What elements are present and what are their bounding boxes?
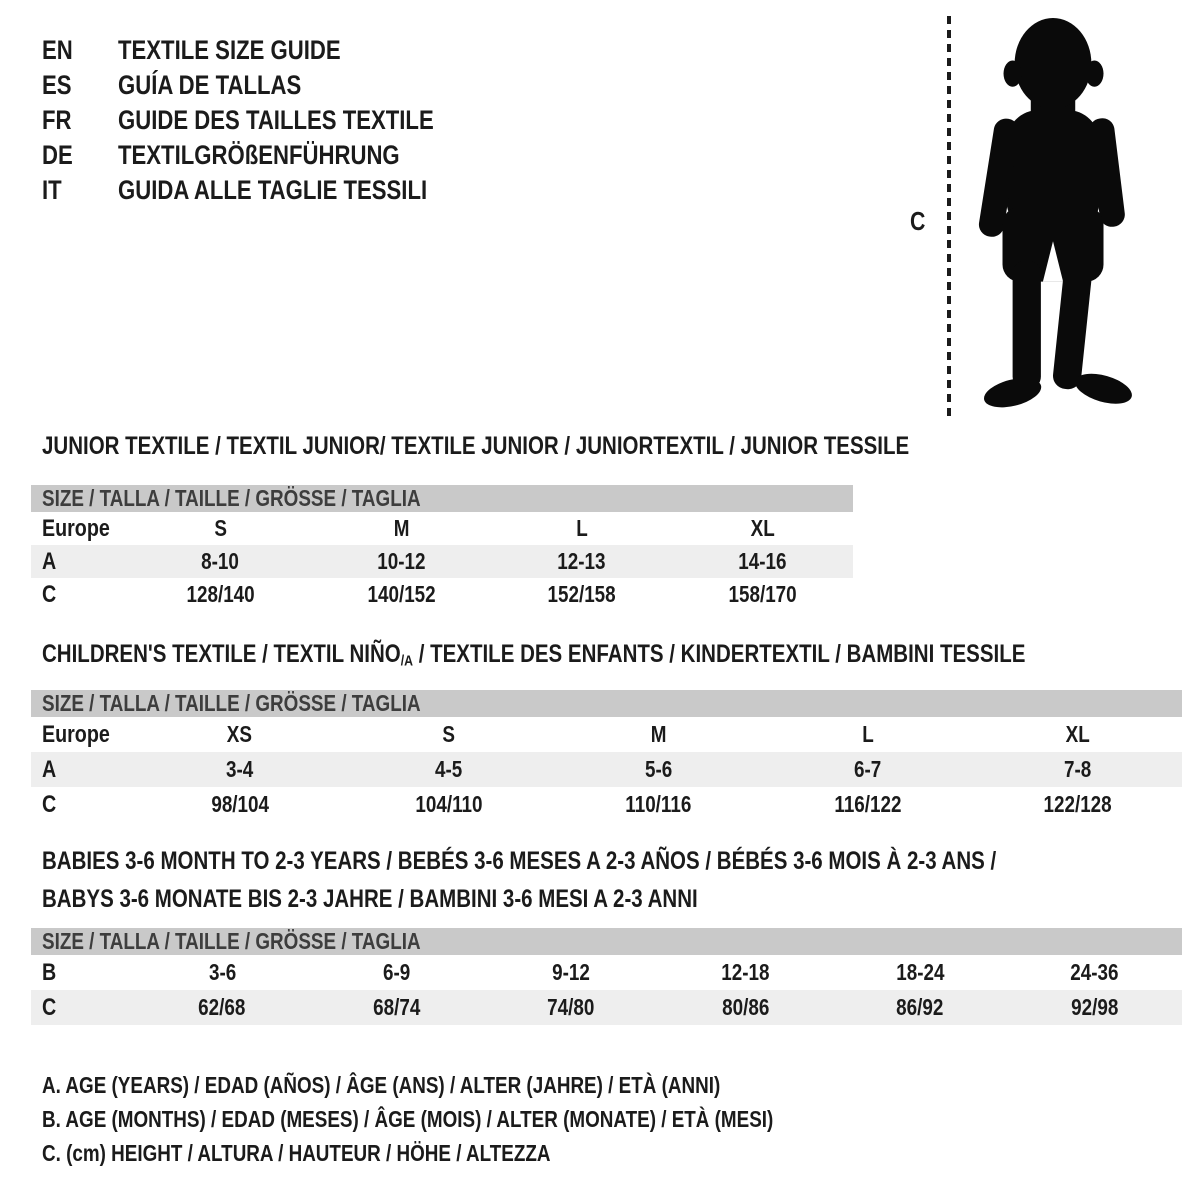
table-cell: 24-36 bbox=[1070, 959, 1119, 985]
table-row-age-months bbox=[31, 955, 1182, 990]
table-row-europe bbox=[31, 512, 853, 545]
language-row-de bbox=[42, 138, 503, 173]
language-title: GUIDA ALLE TAGLIE TESSILI bbox=[118, 175, 428, 205]
table-cell: 5-6 bbox=[644, 756, 673, 782]
table-cell: 18-24 bbox=[896, 959, 945, 985]
table-cell: 116/122 bbox=[834, 791, 902, 817]
table-cell: 104/110 bbox=[415, 791, 483, 817]
table-cell: 128/140 bbox=[186, 581, 255, 607]
table-row-height bbox=[31, 578, 853, 611]
height-measure-dashed-line bbox=[947, 16, 951, 416]
table-cell: 152/158 bbox=[547, 581, 616, 607]
table-cell: 7-8 bbox=[1063, 756, 1091, 782]
row-label: B bbox=[42, 958, 57, 986]
table-row-europe bbox=[31, 717, 1182, 752]
row-label: C bbox=[42, 580, 57, 608]
legend-line-a: A. AGE (YEARS) / EDAD (AÑOS) / ÂGE (ANS) / ALTER (JAHRE) / ETÀ (ANNI) bbox=[42, 1071, 721, 1098]
legend-line-c: C. (cm) HEIGHT / ALTURA / HAUTEUR / HÖHE / ALTEZZA bbox=[42, 1139, 551, 1166]
table-row-height bbox=[31, 787, 1182, 822]
language-title: TEXTILE SIZE GUIDE bbox=[118, 35, 341, 65]
language-title: GUÍA DE TALLAS bbox=[118, 70, 302, 100]
table-cell: 9-12 bbox=[552, 959, 591, 985]
language-row-es bbox=[42, 68, 503, 103]
table-cell: 3-6 bbox=[208, 959, 236, 985]
row-label: A bbox=[42, 755, 57, 783]
table-cell: 62/68 bbox=[198, 994, 246, 1020]
row-label: C bbox=[42, 790, 57, 818]
table-cell: 110/116 bbox=[625, 791, 692, 817]
table-cell: XS bbox=[227, 721, 253, 747]
table-cell: XL bbox=[750, 515, 775, 541]
table-cell: 98/104 bbox=[210, 791, 269, 817]
size-header-bar: SIZE / TALLA / TAILLE / GRÖSSE / TAGLIA bbox=[31, 928, 1182, 955]
table-cell: L bbox=[862, 721, 874, 747]
table-cell: 14-16 bbox=[738, 548, 787, 574]
table-cell: 74/80 bbox=[547, 994, 595, 1020]
table-cell: 8-10 bbox=[201, 548, 240, 574]
table-cell: M bbox=[393, 515, 409, 541]
legend-line-b: B. AGE (MONTHS) / EDAD (MESES) / ÂGE (MOIS) / ALTER (MONATE) / ETÀ (MESI) bbox=[42, 1105, 774, 1132]
table-row-age bbox=[31, 545, 853, 578]
table-cell: L bbox=[576, 515, 588, 541]
row-label: Europe bbox=[42, 720, 110, 748]
table-cell: 12-18 bbox=[721, 959, 770, 985]
language-title: TEXTILGRÖßENFÜHRUNG bbox=[118, 140, 400, 170]
baby-silhouette-icon bbox=[962, 13, 1142, 417]
table-cell: 4-5 bbox=[435, 756, 463, 782]
children-section-title: CHILDREN'S TEXTILE / TEXTIL $NIÑO_{/A}$ / TEXTILE DES ENFANTS / KINDERTEXTIL / BAMBINI TESSILE bbox=[42, 640, 1026, 670]
language-row-it bbox=[42, 173, 503, 208]
table-cell: 80/86 bbox=[722, 994, 770, 1020]
babies-section-title: BABIES 3-6 MONTH TO 2-3 YEARS / BEBÉS 3-6 MESES A 2-3 AÑOS / BÉBÉS 3-6 MOIS À 2-3 ANS / BABYS 3-6 MONATE BIS 2-3 JAHRE / BAMBINI 3-6 MESI A 2-3 ANNI bbox=[42, 847, 997, 913]
children-size-table bbox=[31, 690, 1182, 822]
language-code: EN bbox=[42, 35, 73, 65]
table-row-height bbox=[31, 990, 1182, 1025]
table-cell: XL bbox=[1065, 721, 1090, 747]
language-code: FR bbox=[42, 105, 72, 135]
junior-size-table bbox=[31, 485, 853, 611]
row-label: Europe bbox=[42, 514, 110, 542]
table-cell: 86/92 bbox=[896, 994, 944, 1020]
babies-size-table bbox=[31, 928, 1182, 1025]
table-cell: 6-9 bbox=[383, 959, 411, 985]
language-header bbox=[42, 33, 503, 208]
size-header-bar: SIZE / TALLA / TAILLE / GRÖSSE / TAGLIA bbox=[31, 485, 853, 512]
language-code: ES bbox=[42, 70, 72, 100]
table-cell: 68/74 bbox=[373, 994, 421, 1020]
language-title: GUIDE DES TAILLES TEXTILE bbox=[118, 105, 434, 135]
title-subscript: /A bbox=[400, 652, 414, 670]
language-code: DE bbox=[42, 140, 73, 170]
table-cell: M bbox=[650, 721, 667, 747]
table-cell: 10-12 bbox=[376, 548, 426, 574]
language-row-fr bbox=[42, 103, 503, 138]
table-cell: 140/152 bbox=[367, 581, 436, 607]
table-row-age bbox=[31, 752, 1182, 787]
junior-section-title: JUNIOR TEXTILE / TEXTIL JUNIOR/ TEXTILE JUNIOR / JUNIORTEXTIL / JUNIOR TESSILE bbox=[42, 432, 910, 460]
table-cell: 92/98 bbox=[1071, 994, 1119, 1020]
row-label: A bbox=[42, 547, 57, 575]
language-code: IT bbox=[42, 175, 62, 205]
table-cell: 6-7 bbox=[854, 756, 882, 782]
size-header-bar: SIZE / TALLA / TAILLE / GRÖSSE / TAGLIA bbox=[31, 690, 1182, 717]
height-measure-label: C bbox=[910, 206, 926, 236]
table-cell: 3-4 bbox=[226, 756, 254, 782]
table-cell: 158/170 bbox=[728, 581, 797, 607]
row-label: C bbox=[42, 993, 57, 1021]
table-cell: S bbox=[214, 515, 227, 541]
table-cell: 122/128 bbox=[1043, 791, 1112, 817]
table-cell: 12-13 bbox=[557, 548, 606, 574]
legend bbox=[42, 1068, 934, 1170]
table-cell: S bbox=[442, 721, 456, 747]
language-row-en bbox=[42, 33, 503, 68]
